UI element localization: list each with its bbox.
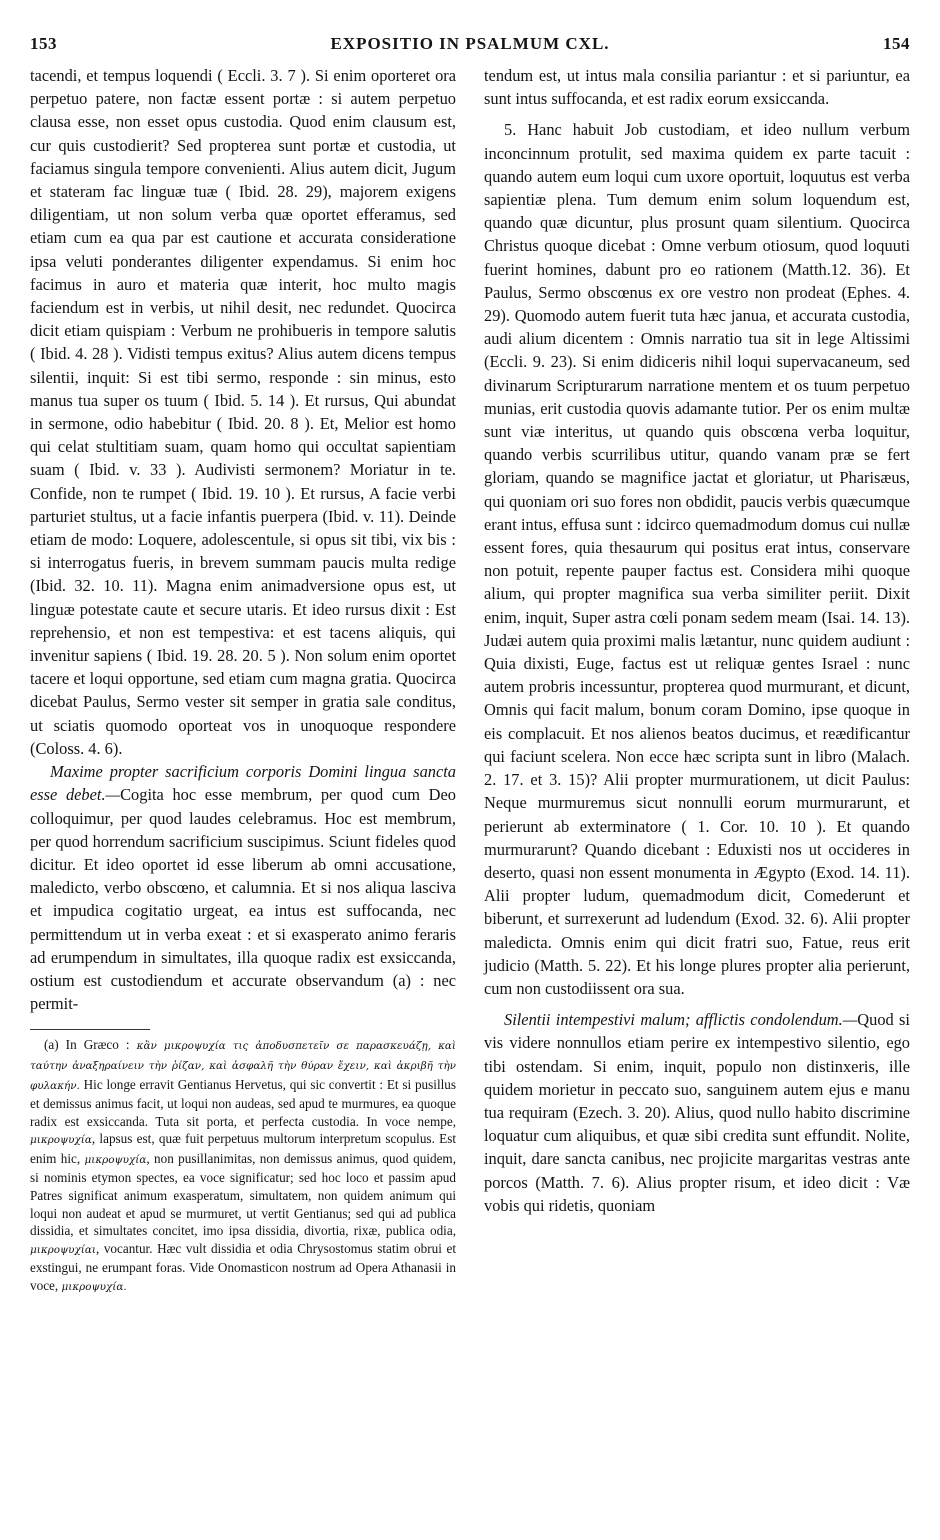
running-head: [30, 34, 910, 64]
left-paragraph-2-body: Cogita hoc esse membrum, per quod cum Deo colloquimur, per quod laudes celebramus. Hoc est membrum, per quod horrendum sacrificium suscipimus. Sciunt fideles quod dicitur. Et ideo oportet id esse liberum ab omni accusatione, maledicto, verbo obscœno, et calumnia. Et si nos aliqua lasciva et impudica cogitatio urgeat, ea intus est suffocanda, nec permittendum ut in verba exeat : et si exasperato animo feraris ad erumpendum in simultates, illa quoque radix est exsiccanda, ostium est custodiendum et accurate observandum (a) : nec permit-: [30, 785, 456, 1014]
running-title: EXPOSITIO IN PSALMUM CXL.: [330, 34, 610, 53]
page-number-left: 153: [30, 34, 57, 53]
footnote-text-1: Hic longe erravit Gentianus Hervetus, qui sic convertit : Et si pusillus et demissus animus facit, ut loqui non audeas, sed apud te murmures, ea quoque radix est exsiccanda. Tuta sit porta, et perfecta custodia. In voce nempe,: [30, 1076, 456, 1129]
section-heading-silentii: Silentii intempestivi malum; afflictis condolendum.—: [504, 1010, 858, 1030]
footnote-text-3: , non pusillanimitas, non demissus animus, quod quidem, si nominis etymon spectes, ea voce significatur; sed hoc loco et passim apud Patres significat animum exasperatum, simultatem, non quidem animum qui loqui non audeat et apud se murmuret, ut vertit Gentianus; sed qui ad publica dissidia, et simultates concitet, imo ipsa dissidia, divortia, rixæ, publica odia,: [30, 1150, 456, 1239]
right-paragraph-3-body: Quod si vis videre nonnullos etiam perire ex intempestivo silentio, ego tibi ostendam. Si enim, inquit, populo non distinxeris, ille quidem morietur in peccato suo, sanguinem autem ejus e manu tua requiram (Ezech. 3. 20). Alius, quod nullo habito discrimine loquatur cum aliquibus, et quæ sibi credita sunt effundit. Nolite, inquit, dare sancta canibus, nec projicite margaritas vestras ante porcos (Matth. 7. 6). Alius propter risum, et ideo dicit : Væ vobis qui ridetis, quoniam: [484, 1010, 910, 1215]
footnote-text-2: , lapsus est, quæ fuit perpetuus multorum interpretum scopulus. Est enim hic,: [30, 1131, 456, 1166]
footnote-greek-4: μικροψυχίαι: [30, 1243, 96, 1256]
text-columns: [30, 64, 910, 1297]
right-column: [484, 64, 910, 1297]
left-paragraph-2: [30, 760, 456, 1015]
footnote-rule: [30, 1029, 150, 1030]
page-number-right: 154: [883, 34, 910, 53]
left-paragraph-1: tacendi, et tempus loquendi ( Eccli. 3. 7 ). Si enim oporteret ora perpetuo patere, non factæ essent portæ : si autem perpetuo clausa esse, non esset opus custodia. Quod enim clausum est, cur quis custodierit? Sed propterea sunt portæ et custodia, ut faciamus singula tempore convenienti. Alius autem dicit, Jugum et stateram fac linguæ tuæ ( Ibid. 28. 29), majorem exigens diligentiam, ut non solum verba quæ oportet efferamus, sed etiam cum ea qua par est cautione et accurata consideratione ipsa veluti ponderantes diligenter expendamus. Si enim hoc facimus in auro et materia quæ interit, hoc multo magis faciendum est in verbis, ut nihil desit, nec redundet. Quocirca dicit etiam quispiam : Verbum ne prohibueris in tempore salutis ( Ibid. 4. 28 ). Vidisti tempus exitus? Alius autem dicens tempus silentii, inquit: Si est tibi sermo, responde : sin minus, esto manus tua super os tuum ( Ibid. 5. 14 ). Et rursus, Qui abundat in sermone, odio habebitur ( Ibid. 20. 8 ). Et, Melior est homo qui celat stultitiam suam, quam homo qui occultat sapientiam suam ( Ibid. v. 33 ). Audivisti sermonem? Moriatur in te. Confide, non te rumpet ( Ibid. 19. 10 ). Et rursus, A facie verbi parturiet stultus, ut a facie infantis puerpera (Ibid. v. 11). Deinde etiam de modo: Loquere, adolescentule, si opus sit tibi, vix bis : si interrogatus fueris, in brevem summam paucis multa redige (Ibid. 32. 10. 11). Magna enim animadversione opus est, ut linguæ potestate caute et secure utaris. Et ideo rursus dixit : Est reprehensio, et non est tempestiva: et est tacens aliquis, qui invenitur sapiens ( Ibid. 19. 28. 20. 5 ). Non solum enim oportet tacere et loqui opportune, sed etiam cum magna gratia. Quocirca dicebat Paulus, Sermo vester sit semper in gratia sale conditus, ut sciatis quomodo oporteat vos in unoquoque respondere (Coloss. 4. 6).: [30, 66, 456, 758]
footnote-greek-2: μικροψυχία: [30, 1134, 92, 1147]
left-column: [30, 64, 456, 1297]
footnote-a: [30, 1036, 456, 1296]
right-paragraph-3: [484, 1008, 910, 1217]
right-paragraph-1: tendum est, ut intus mala consilia pariantur : et si pariuntur, ea sunt intus suffocanda, et est radix eorum exsiccanda.: [484, 66, 910, 109]
footnote-greek-1: κἂν μικροψυχία τις ἀποδυσπετεῖν σε παρασκευάζῃ, καὶ ταύτην ἀναξηραίνειν τὴν ῥίζαν, καὶ ἀσφαλῆ τὴν θύραν ἔχειν, καὶ ἀκριβῆ τὴν φυλακήν.: [30, 1040, 456, 1092]
footnote-greek-5: μικροψυχία.: [61, 1281, 127, 1294]
right-paragraph-2: 5. Hanc habuit Job custodiam, et ideo nullum verbum inconcinnum protulit, sed maxima quidem ex parte tacuit : quando autem eum loqui cum uxore oportuit, loquutus est verba sapientiæ plena. Tum demum enim solum loquendum est, quando quæ dicuntur, plus prosunt quam silentium. Quocirca Christus quoque dicebat : Omne verbum otiosum, quod loquuti fuerint homines, dabunt pro eo rationem (Matth.12. 36). Et Paulus, Sermo obscœnus ex ore vestro non prodeat (Ephes. 4. 29). Quomodo autem fuerit tuta hæc janua, et accurata custodia, audi alium dicentem : Omnis narratio tua sit in lege Altissimi (Eccli. 9. 23). Si enim didiceris nihil loqui supervacaneum, sed divinarum Scripturarum narratione mentem et os tuum perpetuo munias, erit custodia quovis adamante tutior. Per os enim multæ sunt viæ interitus, ut quando quis obscœna verba loquitur, quando verbis scurrilibus utitur, quando vanam præ se fert gloriam, quando se magnifice jactat et gloriatur, ut Pharisæus, qui quoniam ori suo fores non obdidit, paucis verbis quæcumque erant intus, effusa sunt : idcirco quemadmodum domus cui nullæ essent fores, quia thesaurum qui positus erat intus, conservare non potuit, repente pauper factus est. Considera mihi quoque alium, qui propter magnifica sua verba similiter periit. Dixit enim, inquit, Super astra cœli ponam sedem meam (Isai. 14. 13). Judæi autem quia proximi malis lætantur, nunc quidem audiunt : Quia dixisti, Euge, factus est ut reliquæ gentes Israel : nunc autem probris incessuntur, propterea quod murmurant, et dicunt, Omnis qui facit malum, bonum coram Domino, ipse quoque in eis complacuit. Et nos alienos beatos ducimus, et reædificantur qui faciunt scelera. Non ecce hæc scripta sunt in libro (Malach. 2. 17. et 3. 15)? Alii propter murmurationem, ut dicit Paulus: Neque murmuremus sicut nonnulli eorum murmurarunt, et perierunt ab exterminatore ( 1. Cor. 10. 10 ). Et quando murmurarunt? Quando dicebant : Eduxisti nos ut occideres in deserto, quasi non essent monumenta in Ægypto (Exod. 14. 11). Alii propter ludum, quemadmodum dicit, Comederunt et biberunt, et surrexerunt ad ludendum (Exod. 32. 6). Alii propter maledicta. Omnis enim qui dicit fratri suo, Fatue, reus erit judicio (Matth. 5. 22). Et his longe plures propter alia perierunt, cum non custodiissent ora sua.: [484, 120, 910, 998]
footnote-text-4: , vocantur. Hæc vult dissidia et odia Chrysostomus statim obrui et exstingui, ne erumpant foras. Vide Onomasticon nostrum ad Opera Athanasii in voce,: [30, 1240, 456, 1294]
footnote-label: (a) In Græco :: [44, 1037, 137, 1053]
footnote-greek-3: μικροψυχία: [84, 1153, 147, 1166]
section-heading-sacrificium: Maxime propter sacrificium corporis Domini lingua sancta esse debet.—: [30, 762, 456, 805]
